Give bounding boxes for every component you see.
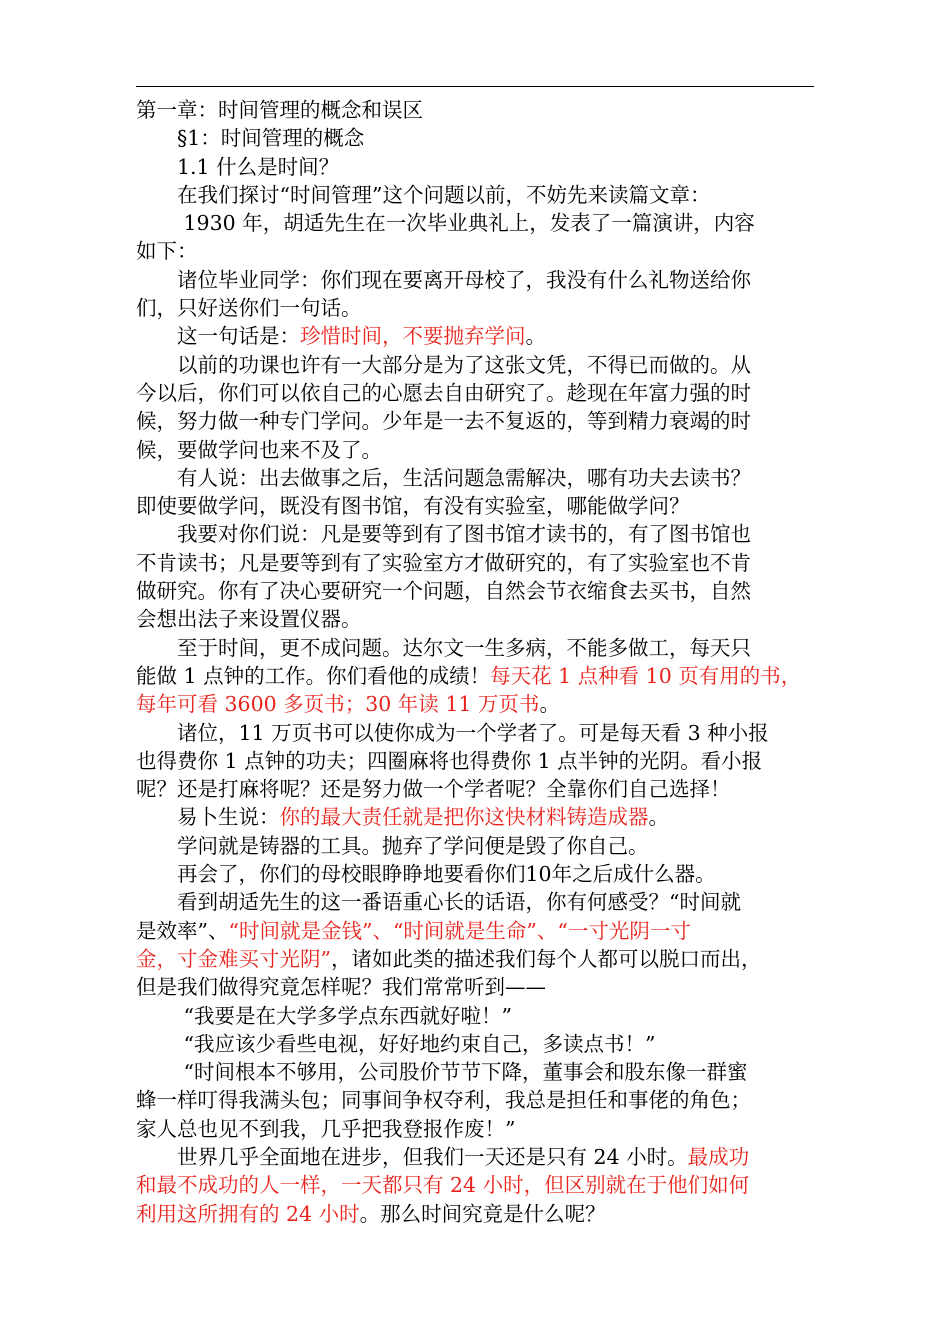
- text-segment: 这一句话是：: [136, 324, 300, 349]
- text-line: [136, 888, 816, 916]
- header-rule: [136, 86, 814, 87]
- text-line: [136, 1086, 816, 1114]
- text-line: [136, 1171, 816, 1199]
- text-line: [136, 917, 816, 945]
- text-line: [136, 1143, 816, 1171]
- text-segment: 即使要做学问，既没有图书馆，有没有实验室，哪能做学问？: [136, 494, 690, 519]
- highlighted-text: 每年可看 3600 多页书；30 年读 11 万页书: [136, 692, 540, 717]
- text-segment: 会想出法子来设置仪器。: [136, 607, 362, 632]
- text-line: [136, 690, 816, 718]
- text-line: [136, 492, 816, 520]
- text-segment: 今以后，你们可以依自己的心愿去自由研究了。趁现在年富力强的时: [136, 380, 751, 405]
- text-line: [136, 577, 816, 605]
- text-segment: “时间根本不够用，公司股价节节下降，董事会和股东像一群蜜: [136, 1060, 748, 1085]
- text-segment: 们，只好送你们一句话。: [136, 296, 362, 321]
- text-line: [136, 719, 816, 747]
- text-line: [136, 945, 816, 973]
- text-line: [136, 634, 816, 662]
- text-segment: 至于时间，更不成问题。达尔文一生多病，不能多做工，每天只: [136, 635, 751, 660]
- text-segment: 诸位毕业同学：你们现在要离开母校了，我没有什么礼物送给你: [136, 267, 751, 292]
- text-segment: 能做 1 点钟的工作。你们看他的成绩！: [136, 663, 491, 688]
- text-segment: §1：时间管理的概念: [136, 126, 365, 151]
- document-body: [136, 96, 816, 1228]
- text-segment: 以前的功课也许有一大部分是为了这张文凭，不得已而做的。从: [136, 352, 751, 377]
- highlighted-text: 和最不成功的人一样，一天都只有 24 小时，但区别就在于他们如何: [136, 1173, 750, 1198]
- text-line: [136, 294, 816, 322]
- text-segment: 不肯读书；凡是要等到有了实验室方才做研究的，有了实验室也不肯: [136, 550, 751, 575]
- highlighted-text: 你的最大责任就是把你这快材料铸造成器: [279, 805, 649, 830]
- text-segment: 。: [539, 692, 560, 717]
- text-line: [136, 747, 816, 775]
- text-line: [136, 1115, 816, 1143]
- text-line: [136, 1058, 816, 1086]
- text-line: [136, 832, 816, 860]
- text-segment: 世界几乎全面地在进步，但我们一天还是只有 24 小时。: [136, 1144, 688, 1169]
- text-line: [136, 1200, 816, 1228]
- text-segment: 做研究。你有了决心要研究一个问题，自然会节衣缩食去买书，自然: [136, 579, 751, 604]
- text-segment: 但是我们做得究竟怎样呢？我们常常听到——: [136, 975, 546, 1000]
- text-line: [136, 520, 816, 548]
- text-segment: 1.1 什么是时间？: [136, 154, 340, 179]
- text-line: [136, 973, 816, 1001]
- text-segment: “我要是在大学多学点东西就好啦！”: [136, 1003, 512, 1028]
- text-line: [136, 181, 816, 209]
- text-line: [136, 549, 816, 577]
- text-line: [136, 662, 816, 690]
- text-line: [136, 266, 816, 294]
- text-segment: 在我们探讨“时间管理”这个问题以前，不妨先来读篇文章：: [136, 182, 711, 207]
- text-line: [136, 124, 816, 152]
- text-line: [136, 209, 816, 237]
- highlighted-text: 利用这所拥有的 24 小时: [136, 1201, 360, 1226]
- text-line: [136, 237, 816, 265]
- text-segment: 也得费你 1 点钟的功夫；四圈麻将也得费你 1 点半钟的光阴。看小报: [136, 748, 763, 773]
- text-line: [136, 1002, 816, 1030]
- text-segment: 蜂一样叮得我满头包；同事间争权夺利，我总是担任和事佬的角色；: [136, 1088, 751, 1113]
- text-line: [136, 322, 816, 350]
- highlighted-text: 珍惜时间，不要抛弃学问: [300, 324, 526, 349]
- text-segment: 有人说：出去做事之后，生活问题急需解决，哪有功夫去读书？: [136, 465, 751, 490]
- text-line: [136, 379, 816, 407]
- text-segment: 看到胡适先生的这一番语重心长的话语，你有何感受？“时间就: [136, 890, 741, 915]
- highlighted-text: 金，寸金难买寸光阴”: [136, 946, 331, 971]
- text-segment: 。那么时间究竟是什么呢？: [359, 1201, 606, 1226]
- text-segment: 1930 年，胡适先生在一次毕业典礼上，发表了一篇演讲，内容: [136, 211, 755, 236]
- text-line: [136, 351, 816, 379]
- text-segment: 。: [648, 805, 669, 830]
- text-segment: 家人总也见不到我，几乎把我登报作废！”: [136, 1116, 516, 1141]
- highlighted-text: 最成功: [687, 1144, 750, 1169]
- text-line: [136, 407, 816, 435]
- text-segment: 诸位，11 万页书可以使你成为一个学者了。可是每天看 3 种小报: [136, 720, 769, 745]
- text-segment: 候，要做学问也来不及了。: [136, 437, 382, 462]
- text-segment: 易卜生说：: [136, 805, 280, 830]
- text-line: [136, 803, 816, 831]
- text-line: [136, 464, 816, 492]
- text-line: [136, 1030, 816, 1058]
- text-segment: 呢？还是打麻将呢？还是努力做一个学者呢？全靠你们自己选择！: [136, 777, 731, 802]
- text-segment: ，诸如此类的描述我们每个人都可以脱口而出，: [330, 946, 762, 971]
- text-segment: 第一章：时间管理的概念和误区: [136, 98, 423, 122]
- text-segment: 。: [525, 324, 546, 349]
- text-segment: 学问就是铸器的工具。抛弃了学问便是毁了你自己。: [136, 833, 649, 858]
- text-line: [136, 605, 816, 633]
- text-segment: 候，努力做一种专门学问。少年是一去不复返的，等到精力衰竭的时: [136, 409, 751, 434]
- highlighted-text: “时间就是金钱”、“时间就是生命”、“一寸光阴一寸: [228, 918, 691, 943]
- text-line: [136, 860, 816, 888]
- text-segment: 如下：: [136, 239, 198, 264]
- text-segment: 是效率”、: [136, 918, 229, 943]
- text-segment: 再会了，你们的母校眼睁睁地要看你们10年之后成什么器。: [136, 862, 716, 887]
- text-segment: 我要对你们说：凡是要等到有了图书馆才读书的，有了图书馆也: [136, 522, 751, 547]
- text-segment: “我应该少看些电视，好好地约束自己，多读点书！”: [136, 1031, 656, 1056]
- highlighted-text: 每天花 1 点种看 10 页有用的书，: [490, 663, 802, 688]
- text-line: [136, 153, 816, 181]
- text-line: [136, 436, 816, 464]
- chapter-title: [136, 96, 816, 124]
- text-line: [136, 775, 816, 803]
